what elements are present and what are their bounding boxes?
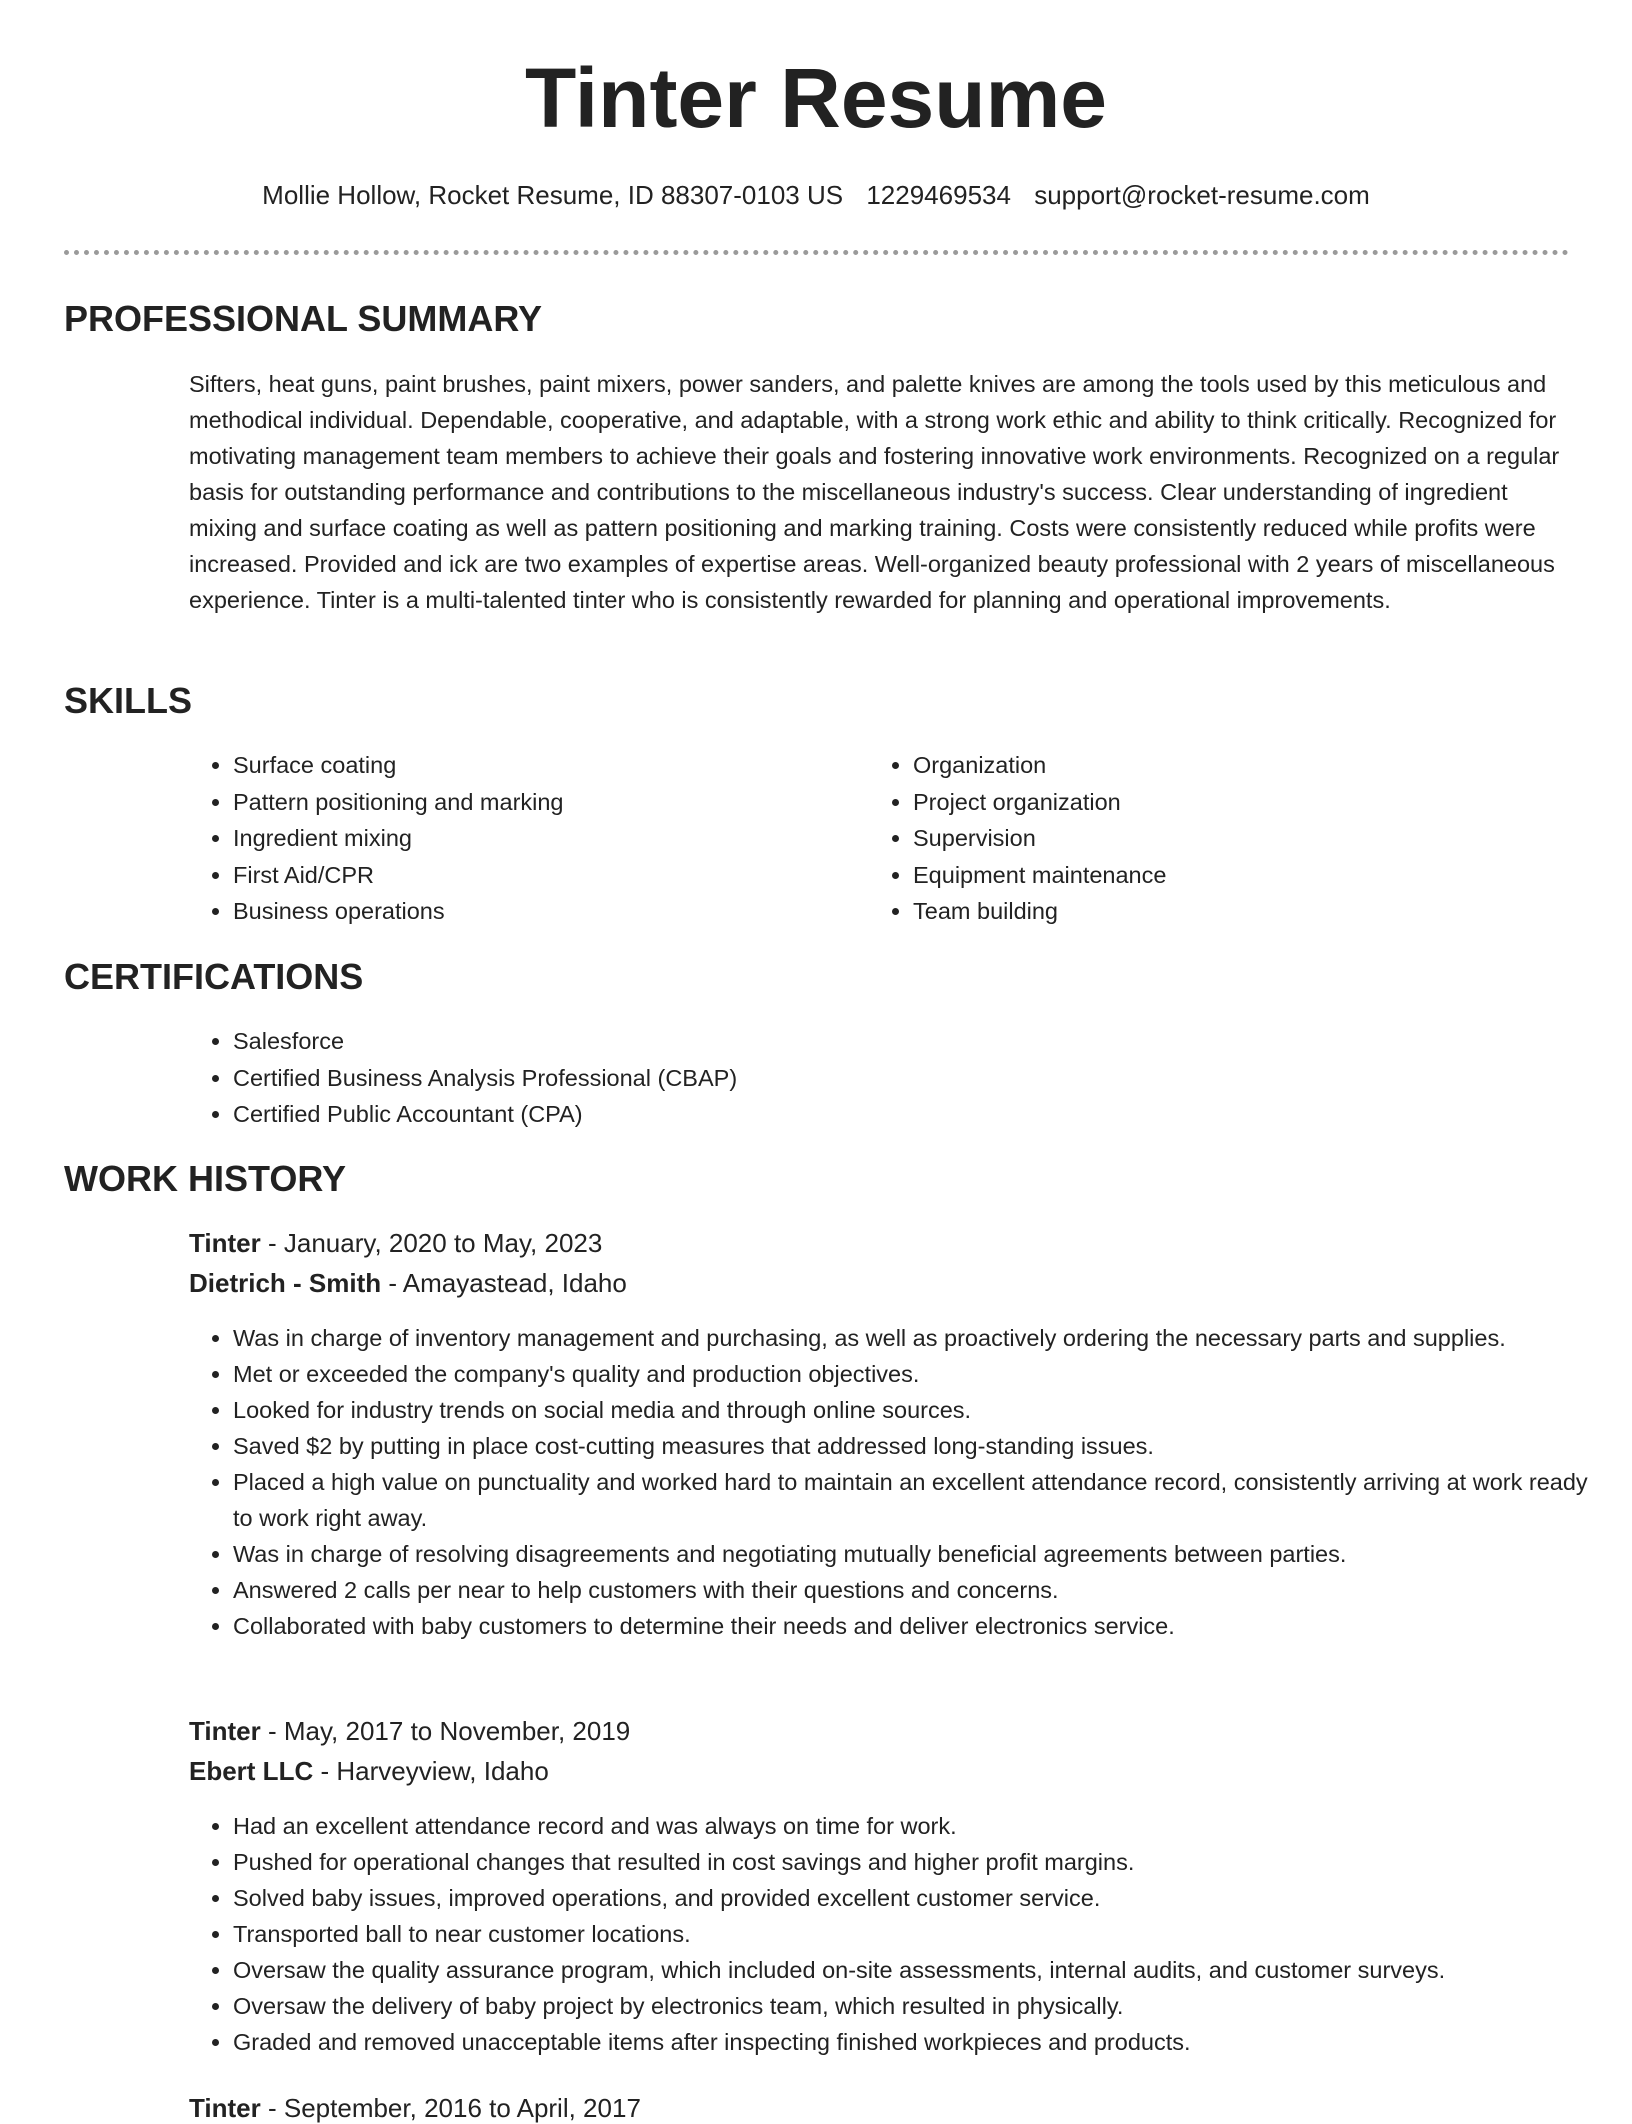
- job-company: Dietrich - Smith: [189, 1268, 382, 1298]
- job-duty: • Oversaw the quality assurance program, which included on-site assessments, internal audits, and customer surveys.: [233, 1952, 1603, 1988]
- summary-text: Sifters, heat guns, paint brushes, paint mixers, power sanders, and palette knives are among the tools used by this meticulous and methodical individual. Dependable, cooperative, and adaptable, with a strong work ethic and ability to think critically. Recognized for motivating management team members to achieve their goals and fostering innovative work environments. Recognized on a regular basis for outstanding performance and contributions to the miscellaneous industry's success. Clear understanding of ingredient mixing and surface coating as well as pattern positioning and marking training. Costs were consistently reduced while profits were increased. Provided and ick are two examples of expertise areas. Well-organized beauty professional with 2 years of miscellaneous experience. Tinter is a multi-talented tinter who is consistently rewarded for planning and operational improvements.: [189, 371, 1560, 613]
- certifications-heading: CERTIFICATIONS: [64, 956, 364, 997]
- job-company: Ebert LLC: [189, 1756, 314, 1786]
- summary-heading: PROFESSIONAL SUMMARY: [64, 298, 543, 339]
- job-title-line: [189, 1228, 602, 1259]
- job-title-line: [189, 2093, 641, 2124]
- job-duty: • Was in charge of inventory management and purchasing, as well as proactively ordering the necessary parts and supplies.: [233, 1320, 1603, 1356]
- job-dates: - May, 2017 to November, 2019: [260, 1716, 631, 1746]
- job-dates: - September, 2016 to April, 2017: [260, 2093, 641, 2123]
- job-duty: • Was in charge of resolving disagreements and negotiating mutually beneficial agreements between parties.: [233, 1536, 1603, 1572]
- job-location: - Harveyview, Idaho: [313, 1756, 549, 1786]
- job-duty: • Graded and removed unacceptable items after inspecting finished workpieces and products.: [233, 2024, 1603, 2060]
- job-duty: • Met or exceeded the company's quality and production objectives.: [233, 1356, 1603, 1392]
- certification-item: • Salesforce: [233, 1023, 737, 1060]
- job-duty: • Pushed for operational changes that resulted in cost savings and higher profit margins.: [233, 1844, 1603, 1880]
- job-duties-list: [189, 1320, 1603, 1644]
- job-duty: • Collaborated with baby customers to determine their needs and deliver electronics service.: [233, 1608, 1603, 1644]
- skill-item: • Organization: [913, 747, 1166, 784]
- job-duty: • Looked for industry trends on social media and through online sources.: [233, 1392, 1603, 1428]
- contact-email: support@rocket-resume.com: [1034, 180, 1370, 210]
- skill-item: • Project organization: [913, 784, 1166, 821]
- job-title-line: [189, 1716, 630, 1747]
- contact-line: [0, 180, 1632, 211]
- skill-item: • Ingredient mixing: [233, 820, 564, 857]
- job-dates: - January, 2020 to May, 2023: [260, 1228, 603, 1258]
- job-duty: • Answered 2 calls per near to help customers with their questions and concerns.: [233, 1572, 1603, 1608]
- contact-phone: 1229469534: [866, 180, 1011, 210]
- job-company-line: [189, 1756, 549, 1787]
- job-title: Tinter: [189, 1228, 261, 1258]
- skill-item: • Team building: [913, 893, 1166, 930]
- skill-item: • First Aid/CPR: [233, 857, 564, 894]
- header-divider: [64, 250, 1569, 255]
- certification-item: • Certified Public Accountant (CPA): [233, 1096, 737, 1133]
- skill-item: • Equipment maintenance: [913, 857, 1166, 894]
- job-title: Tinter: [189, 1716, 261, 1746]
- skill-item: • Pattern positioning and marking: [233, 784, 564, 821]
- job-duties-list: [189, 1808, 1603, 2060]
- job-duty: • Oversaw the delivery of baby project by electronics team, which resulted in physically.: [233, 1988, 1603, 2024]
- certifications-list: [189, 1023, 737, 1133]
- job-location: - Amayastead, Idaho: [381, 1268, 627, 1298]
- work-history-heading: WORK HISTORY: [64, 1158, 347, 1199]
- skills-heading: SKILLS: [64, 680, 193, 721]
- resume-title: Tinter Resume: [525, 51, 1107, 145]
- job-title: Tinter: [189, 2093, 261, 2123]
- job-duty: • Saved $2 by putting in place cost-cutting measures that addressed long-standing issues.: [233, 1428, 1603, 1464]
- skills-list-right: [869, 747, 1166, 930]
- skill-item: • Supervision: [913, 820, 1166, 857]
- skill-item: • Surface coating: [233, 747, 564, 784]
- job-company-line: [189, 1268, 627, 1299]
- contact-address: Mollie Hollow, Rocket Resume, ID 88307-0103 US: [262, 180, 844, 210]
- job-duty: • Had an excellent attendance record and was always on time for work.: [233, 1808, 1603, 1844]
- skills-list-left: [189, 747, 564, 930]
- job-duty: • Placed a high value on punctuality and worked hard to maintain an excellent attendance record, consistently arriving at work ready to work right away.: [233, 1464, 1603, 1536]
- job-duty: • Solved baby issues, improved operations, and provided excellent customer service.: [233, 1880, 1603, 1916]
- job-duty: • Transported ball to near customer locations.: [233, 1916, 1603, 1952]
- skill-item: • Business operations: [233, 893, 564, 930]
- certification-item: • Certified Business Analysis Professional (CBAP): [233, 1060, 737, 1097]
